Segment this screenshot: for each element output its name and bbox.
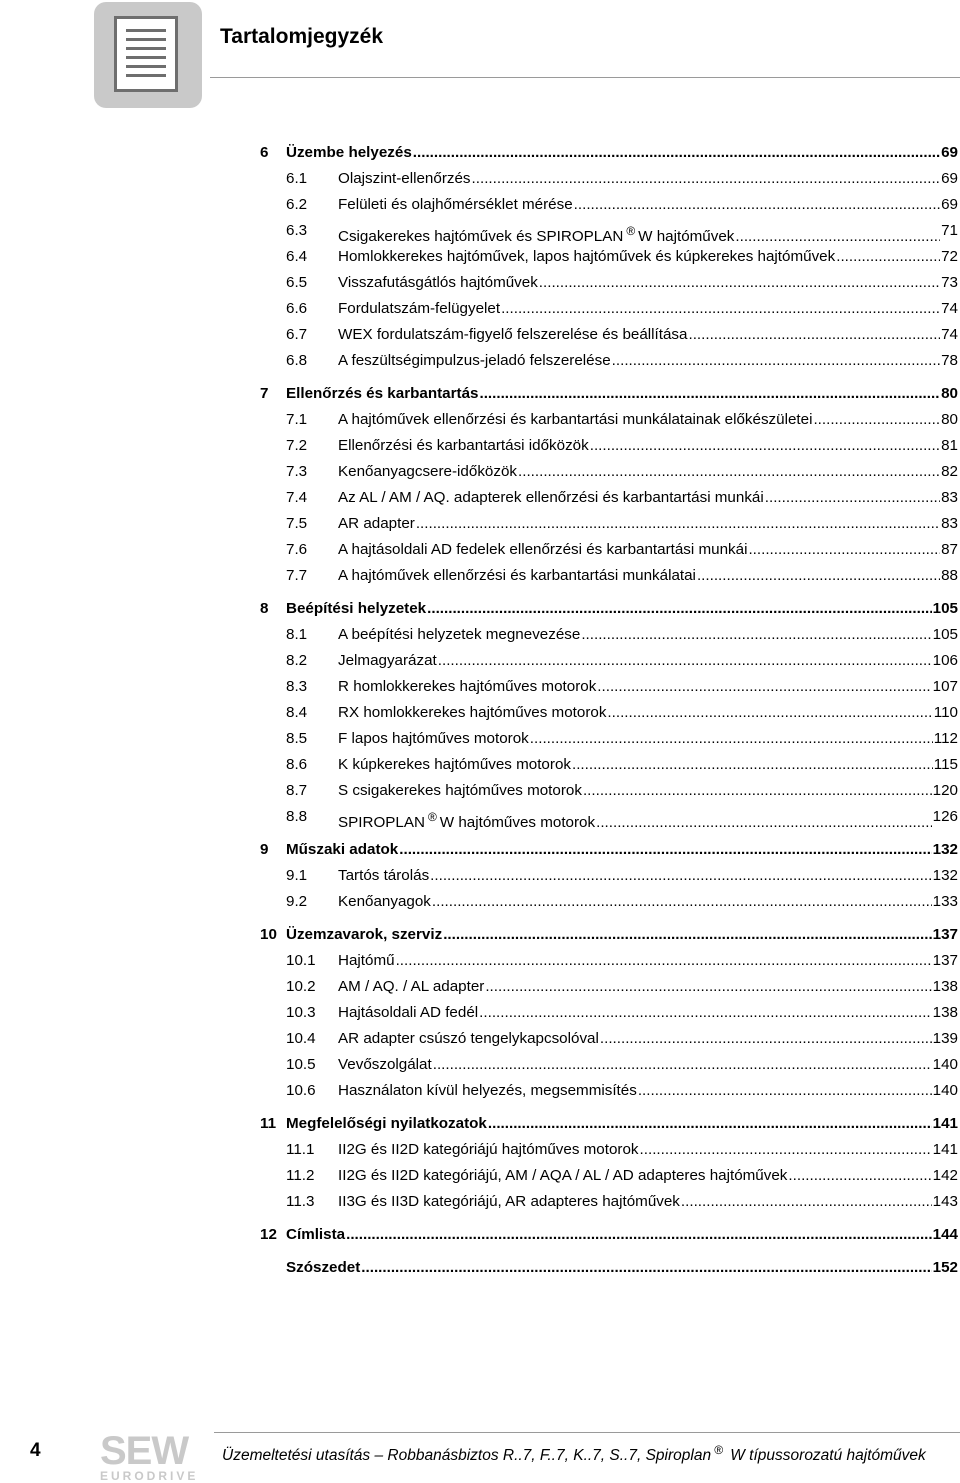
document-icon (114, 16, 178, 92)
toc-title: A hajtóművek ellenőrzési és karbantartási munkálatainak előkészületei ..... (338, 407, 958, 433)
toc-page: 138 (932, 1000, 958, 1026)
toc-title: K kúpkerekes hajtóműves motorok ..... (338, 752, 958, 778)
toc-page: 132 (932, 863, 958, 889)
toc-title: Címlista ..... (286, 1222, 958, 1248)
toc-entry[interactable] (260, 322, 958, 348)
toc-page: 144 (932, 1222, 958, 1248)
toc-page: 110 (933, 700, 958, 726)
footer-title: Üzemeltetési utasítás – Robbanásbiztos R..7, F..7, K..7, S..7, Spiroplan ® W típussorozatú hajtóművek (222, 1443, 926, 1464)
toc-number: 6.7 (286, 326, 308, 343)
toc-title: Kenőanyagcsere-időközök ..... (338, 459, 958, 485)
toc-page: 141 (932, 1111, 958, 1137)
toc-title: II3G és II3D kategóriájú, AR adapteres hajtóművek ..... (338, 1189, 958, 1215)
toc-number: 11.3 (286, 1193, 315, 1210)
toc-number: 6.5 (286, 274, 308, 291)
toc-number: 8.7 (286, 782, 308, 799)
toc-number: 10.4 (286, 1030, 316, 1047)
toc-chapter[interactable] (260, 140, 958, 166)
toc-number: 8.4 (286, 704, 308, 721)
toc-page: 83 (940, 511, 958, 537)
toc-title: A hajtásoldali AD fedelek ellenőrzési és karbantartási munkái ..... (338, 537, 958, 563)
toc-number: 12 (260, 1226, 277, 1243)
toc-entry[interactable] (260, 948, 958, 974)
toc-entry[interactable] (260, 974, 958, 1000)
toc-page: 69 (940, 166, 958, 192)
toc-page: 74 (940, 322, 958, 348)
toc-page: 137 (932, 948, 958, 974)
toc-number: 7.5 (286, 515, 308, 532)
toc-page: 120 (932, 778, 958, 804)
toc-page: 138 (932, 974, 958, 1000)
toc-number: 8.3 (286, 678, 308, 695)
toc-entry[interactable] (260, 1052, 958, 1078)
toc-entry[interactable] (260, 1000, 958, 1026)
toc-entry[interactable] (260, 622, 958, 648)
toc-page: 132 (932, 837, 958, 863)
toc-entry[interactable] (260, 1026, 958, 1052)
toc-entry[interactable] (260, 700, 958, 726)
toc-title: Fordulatszám-felügyelet ..... (338, 296, 958, 322)
toc-entry[interactable] (260, 648, 958, 674)
toc-entry[interactable] (260, 218, 958, 244)
toc-title: Szószedet ..... (286, 1255, 958, 1281)
toc-title: Ellenőrzési és karbantartási időközök ..... (338, 433, 958, 459)
toc-entry[interactable] (260, 863, 958, 889)
toc-page: 142 (932, 1163, 958, 1189)
toc-title: Hajtásoldali AD fedél ..... (338, 1000, 958, 1026)
toc-number: 6 (260, 144, 269, 161)
toc-entry[interactable] (260, 270, 958, 296)
toc-page: 126 (932, 804, 958, 830)
toc-entry[interactable] (260, 1163, 958, 1189)
toc-number: 6.3 (286, 222, 308, 239)
toc-entry[interactable] (260, 726, 958, 752)
toc-page: 74 (940, 296, 958, 322)
toc-number: 7.7 (286, 567, 308, 584)
toc-entry[interactable] (260, 804, 958, 830)
toc-entry[interactable] (260, 433, 958, 459)
toc-title: R homlokkerekes hajtóműves motorok ..... (338, 674, 958, 700)
toc-page: 69 (940, 192, 958, 218)
toc-page: 78 (940, 348, 958, 374)
toc-number: 9 (260, 841, 269, 858)
toc-entry[interactable] (260, 407, 958, 433)
toc-entry[interactable] (260, 1189, 958, 1215)
toc-chapter[interactable] (260, 1222, 958, 1248)
toc-chapter[interactable] (260, 1111, 958, 1137)
toc-entry[interactable] (260, 244, 958, 270)
toc-title: A hajtóművek ellenőrzési és karbantartási munkálatai ..... (338, 563, 958, 589)
toc-title: Üzembe helyezés ..... (286, 140, 958, 166)
toc-title: Hajtómű ..... (338, 948, 958, 974)
toc-title: Kenőanyagok ..... (338, 889, 958, 915)
toc-page: 81 (940, 433, 958, 459)
toc-entry[interactable] (260, 192, 958, 218)
toc-page: 83 (940, 485, 958, 511)
header-icon-box (94, 2, 202, 108)
footer-rule (214, 1432, 960, 1433)
toc-page: 73 (940, 270, 958, 296)
toc-title: WEX fordulatszám-figyelő felszerelése és beállítása ..... (338, 322, 958, 348)
toc-page: 72 (940, 244, 958, 270)
toc-number: 9.1 (286, 867, 308, 884)
toc-number: 8.2 (286, 652, 308, 669)
toc-section (260, 140, 958, 374)
toc-number: 7.3 (286, 463, 308, 480)
toc-page: 82 (940, 459, 958, 485)
toc-title: Tartós tárolás ..... (338, 863, 958, 889)
toc-entry[interactable] (260, 511, 958, 537)
toc-entry[interactable] (260, 166, 958, 192)
toc-title: Megfelelőségi nyilatkozatok ..... (286, 1111, 958, 1137)
toc-number: 9.2 (286, 893, 308, 910)
toc-page: 133 (932, 889, 958, 915)
toc-number: 8.8 (286, 808, 308, 825)
toc-number: 8 (260, 600, 269, 617)
toc-page: 69 (940, 140, 958, 166)
toc-number: 11.2 (286, 1167, 315, 1184)
toc-number: 11 (260, 1115, 277, 1132)
toc-title: Jelmagyarázat ..... (338, 648, 958, 674)
toc-entry[interactable] (260, 674, 958, 700)
toc-page: 140 (932, 1052, 958, 1078)
toc-title: Felületi és olajhőmérséklet mérése ..... (338, 192, 958, 218)
toc-number: 6.6 (286, 300, 308, 317)
toc-title: Műszaki adatok ..... (286, 837, 958, 863)
toc-title: Olajszint-ellenőrzés ..... (338, 166, 958, 192)
toc-title: II2G és II2D kategóriájú hajtóműves motorok ..... (338, 1137, 958, 1163)
toc-title: Üzemzavarok, szerviz ..... (286, 922, 958, 948)
toc-page: 71 (940, 218, 958, 244)
toc-title: SPIROPLAN ® W hajtóműves motorok ..... (338, 804, 958, 836)
toc-number: 6.4 (286, 248, 308, 265)
toc-title: A feszültségimpulzus-jeladó felszerelése ..... (338, 348, 958, 374)
table-of-contents (260, 140, 958, 1288)
toc-page: 140 (932, 1078, 958, 1104)
toc-page: 105 (932, 596, 958, 622)
toc-entry[interactable] (260, 348, 958, 374)
toc-entry[interactable] (260, 537, 958, 563)
toc-page: 88 (940, 563, 958, 589)
toc-number: 7.1 (286, 411, 308, 428)
toc-number: 10.1 (286, 952, 316, 969)
toc-page: 152 (932, 1255, 958, 1281)
toc-title: A beépítési helyzetek megnevezése ..... (338, 622, 958, 648)
toc-section (260, 596, 958, 830)
toc-chapter[interactable] (260, 922, 958, 948)
toc-number: 6.8 (286, 352, 308, 369)
toc-title: AM / AQ. / AL adapter ..... (338, 974, 958, 1000)
toc-page: 141 (932, 1137, 958, 1163)
toc-number: 8.5 (286, 730, 308, 747)
header-rule (210, 77, 960, 78)
toc-title: F lapos hajtóműves motorok ..... (338, 726, 958, 752)
toc-entry[interactable] (260, 1137, 958, 1163)
toc-entry[interactable] (260, 485, 958, 511)
toc-page: 112 (933, 726, 958, 752)
sew-eurodrive-logo: SEW EURODRIVE (100, 1429, 199, 1483)
toc-number: 6.2 (286, 196, 308, 213)
toc-title: Beépítési helyzetek ..... (286, 596, 958, 622)
toc-number: 7 (260, 385, 269, 402)
toc-number: 6.1 (286, 170, 308, 187)
toc-title: II2G és II2D kategóriájú, AM / AQA / AL / AD adapteres hajtóművek ..... (338, 1163, 958, 1189)
toc-number: 10.6 (286, 1082, 316, 1099)
toc-number: 10 (260, 926, 277, 943)
toc-page: 107 (932, 674, 958, 700)
toc-title: AR adapter ..... (338, 511, 958, 537)
toc-page: 139 (932, 1026, 958, 1052)
toc-number: 8.1 (286, 626, 308, 643)
toc-page: 80 (940, 407, 958, 433)
toc-section (260, 922, 958, 1104)
toc-chapter[interactable] (260, 596, 958, 622)
toc-page: 80 (940, 381, 958, 407)
page-title: Tartalomjegyzék (220, 25, 384, 48)
toc-page: 106 (932, 648, 958, 674)
toc-entry[interactable] (260, 752, 958, 778)
toc-title: Az AL / AM / AQ. adapterek ellenőrzési és karbantartási munkái ..... (338, 485, 958, 511)
toc-page: 143 (932, 1189, 958, 1215)
toc-page: 137 (932, 922, 958, 948)
toc-entry[interactable] (260, 778, 958, 804)
toc-section (260, 837, 958, 915)
toc-entry[interactable] (260, 889, 958, 915)
toc-number: 8.6 (286, 756, 308, 773)
toc-entry[interactable] (260, 296, 958, 322)
toc-title: S csigakerekes hajtóműves motorok ..... (338, 778, 958, 804)
toc-number: 7.4 (286, 489, 308, 506)
toc-title: Ellenőrzés és karbantartás ..... (286, 381, 958, 407)
toc-page: 115 (933, 752, 958, 778)
toc-number: 10.3 (286, 1004, 316, 1021)
toc-title: Visszafutásgátlós hajtóművek ..... (338, 270, 958, 296)
toc-entry[interactable] (260, 459, 958, 485)
toc-chapter[interactable] (260, 1255, 958, 1281)
toc-section (260, 381, 958, 589)
toc-number: 7.6 (286, 541, 308, 558)
toc-page: 87 (940, 537, 958, 563)
toc-entry[interactable] (260, 563, 958, 589)
toc-title: Csigakerekes hajtóművek és SPIROPLAN ® W hajtóművek ..... (338, 218, 958, 250)
toc-title: Homlokkerekes hajtóművek, lapos hajtóművek és kúpkerekes hajtóművek ..... (338, 244, 958, 270)
toc-number: 10.2 (286, 978, 316, 995)
toc-title: Használaton kívül helyezés, megsemmisítés ..... (338, 1078, 958, 1104)
toc-title: Vevőszolgálat ..... (338, 1052, 958, 1078)
toc-section (260, 1222, 958, 1248)
toc-number: 10.5 (286, 1056, 316, 1073)
toc-number: 11.1 (286, 1141, 315, 1158)
toc-number: 7.2 (286, 437, 308, 454)
page-number: 4 (30, 1440, 41, 1461)
toc-section (260, 1111, 958, 1215)
toc-title: RX homlokkerekes hajtóműves motorok ..... (338, 700, 958, 726)
toc-chapter[interactable] (260, 381, 958, 407)
toc-chapter[interactable] (260, 837, 958, 863)
toc-page: 105 (932, 622, 958, 648)
toc-title: AR adapter csúszó tengelykapcsolóval ..... (338, 1026, 958, 1052)
toc-entry[interactable] (260, 1078, 958, 1104)
toc-section (260, 1255, 958, 1281)
